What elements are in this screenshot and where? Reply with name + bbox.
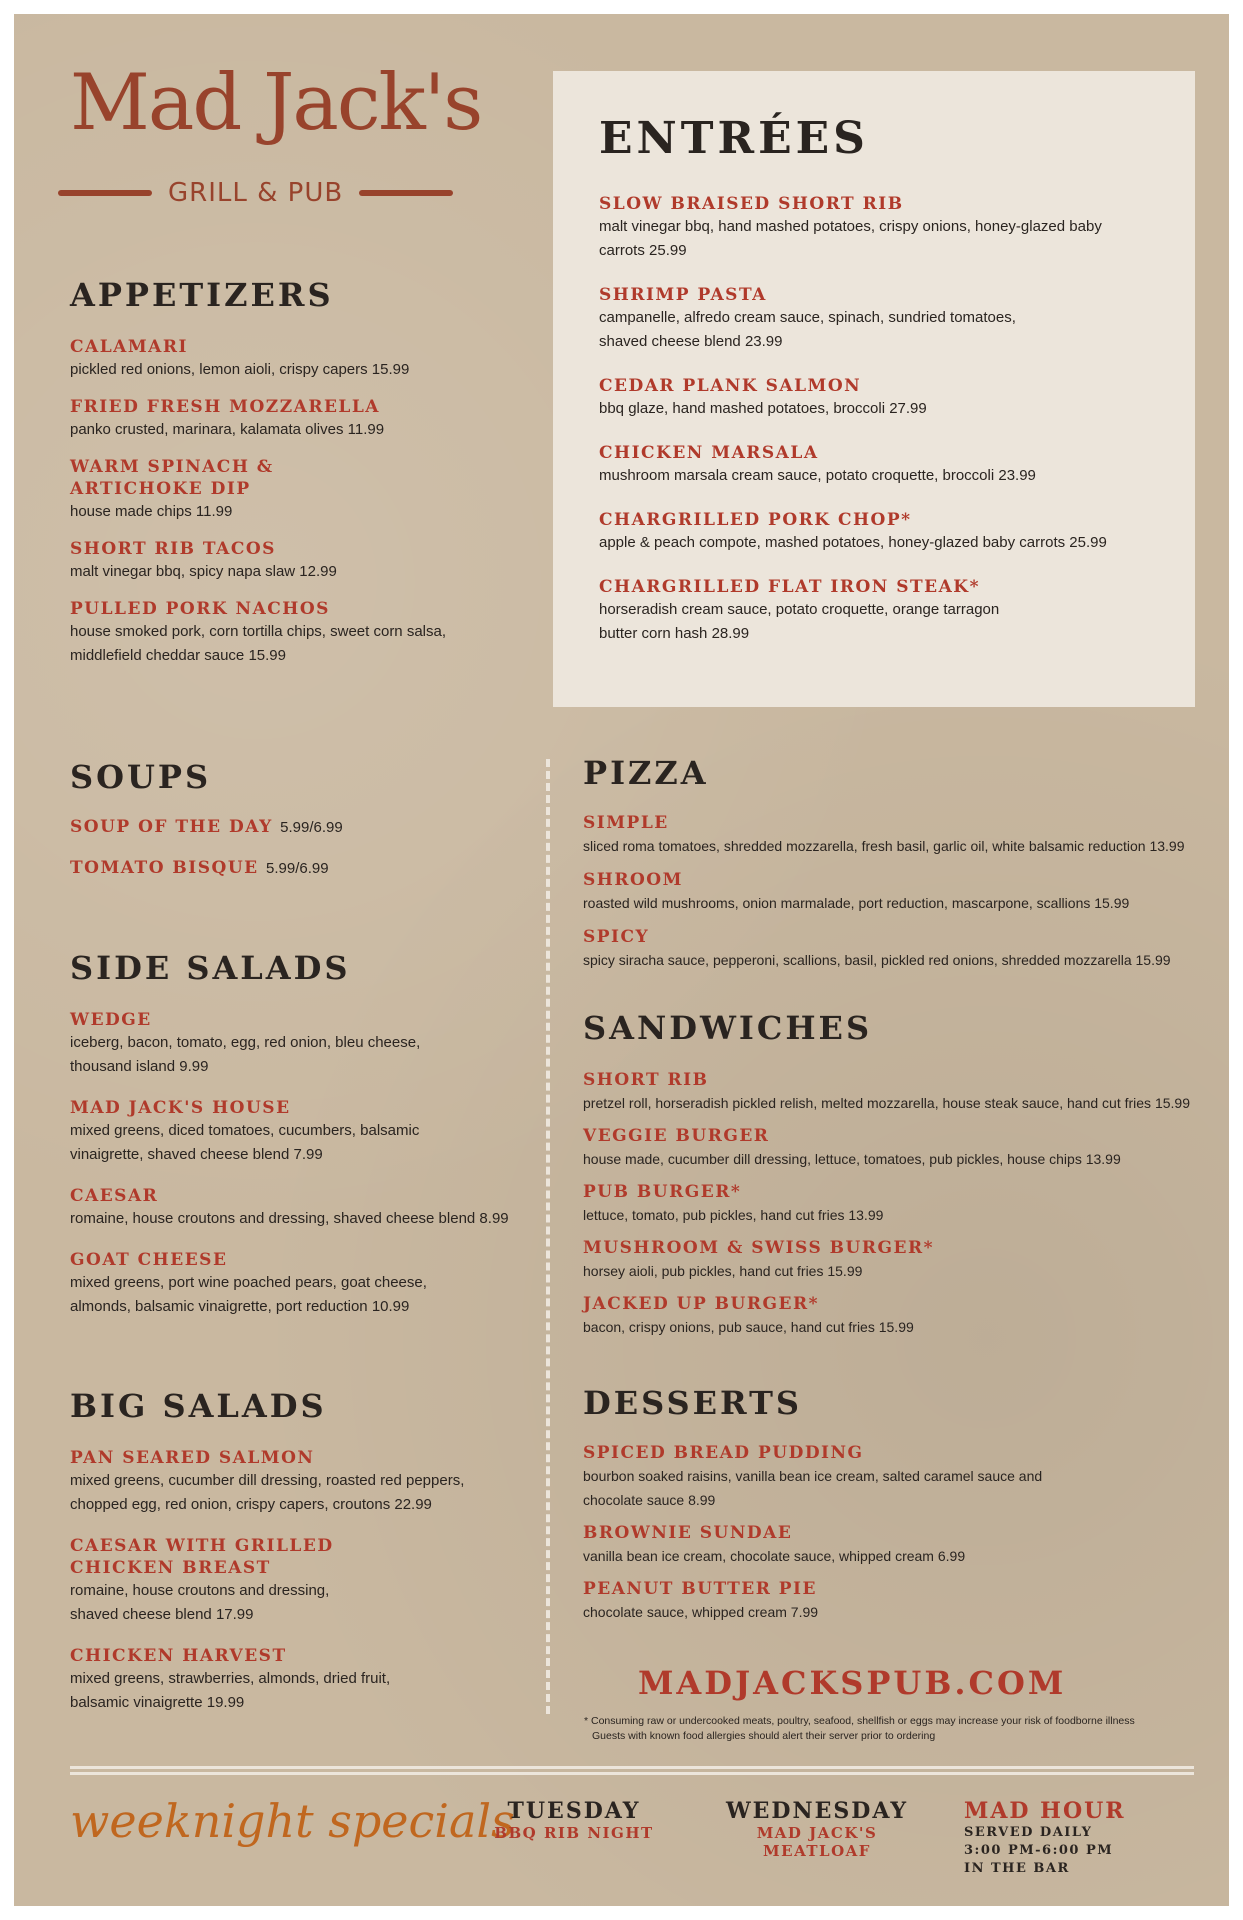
item-desc: mixed greens, strawberries, almonds, dried fruit, balsamic vinaigrette 19.99 [70,1670,391,1711]
pizza-title: PIZZA [583,754,709,792]
item-name: BROWNIE SUNDAE [583,1523,793,1543]
special-wednesday [692,1798,942,1860]
menu-item [583,1442,1223,1512]
entrees-panel [553,71,1195,707]
column-divider [546,759,550,1714]
mad-hour-line: 3:00 PM-6:00 PM [964,1843,1114,1858]
item-desc: mixed greens, diced tomatoes, cucumbers, balsamic vinaigrette, shaved cheese blend 7.99 [70,1122,420,1163]
item-desc: house made chips 11.99 [70,503,233,520]
sandwiches-section [583,1009,1223,1353]
item-name: PAN SEARED SALMON [70,1448,315,1468]
item-name: CHARGRILLED FLAT IRON STEAK* [599,577,980,597]
big-salads-section [70,1387,520,1729]
item-desc: mixed greens, port wine poached pears, goat cheese, almonds, balsamic vinaigrette, port reduction 10.99 [70,1274,427,1315]
item-name: SHORT RIB [583,1070,709,1090]
menu-item [599,509,1159,555]
item-desc: mixed greens, cucumber dill dressing, roasted red peppers, chopped egg, red onion, crispy capers, croutons 22.99 [70,1472,465,1513]
item-desc: spicy siracha sauce, pepperoni, scallions, basil, pickled red onions, shredded mozzarella 15.99 [583,952,1171,968]
special-day: WEDNESDAY [725,1798,909,1824]
soups-title: SOUPS [70,758,212,796]
item-price: 5.99/6.99 [280,819,343,836]
item-desc: iceberg, bacon, tomato, egg, red onion, bleu cheese, thousand island 9.99 [70,1034,421,1075]
item-name: CALAMARI [70,337,188,357]
item-desc: apple & peach compote, mashed potatoes, honey-glazed baby carrots 25.99 [599,534,1107,551]
menu-item [599,284,1159,354]
special-desc: MAD JACK'S MEATLOAF [756,1824,878,1860]
item-name: JACKED UP BURGER* [583,1294,819,1314]
item-name: MUSHROOM & SWISS BURGER* [583,1238,934,1258]
menu-item [70,336,510,382]
menu-item [70,1447,520,1517]
soup-item [70,816,510,839]
menu-item [583,1069,1223,1115]
item-name: VEGGIE BURGER [583,1126,770,1146]
menu-item [583,926,1223,972]
menu-item [583,1293,1223,1339]
desserts-title: DESSERTS [583,1384,802,1422]
appetizers-title: APPETIZERS [70,276,334,314]
item-name: PUB BURGER* [583,1182,742,1202]
item-desc: malt vinegar bbq, hand mashed potatoes, crispy onions, honey-glazed baby carrots 25.99 [599,218,1102,259]
item-name: CAESAR WITH GRILLED CHICKEN BREAST [70,1536,334,1578]
disclaimer [584,1714,1214,1744]
item-name: CHARGRILLED PORK CHOP* [599,510,912,530]
item-desc: horseradish cream sauce, potato croquette, orange tarragon butter corn hash 28.99 [599,601,1000,642]
item-desc: malt vinegar bbq, spicy napa slaw 12.99 [70,563,337,580]
item-desc: bacon, crispy onions, pub sauce, hand cut fries 15.99 [583,1319,914,1335]
item-name: SHRIMP PASTA [599,285,767,305]
special-tuesday [454,1798,694,1842]
logo-rule-right [359,190,453,196]
item-desc: house made, cucumber dill dressing, lettuce, tomatoes, pub pickles, house chips 13.99 [583,1151,1121,1167]
item-name: TOMATO BISQUE [70,858,259,878]
menu-item [70,598,510,668]
item-desc: romaine, house croutons and dressing, shaved cheese blend 8.99 [70,1210,509,1227]
menu-item [599,375,1159,421]
mad-hour-line: IN THE BAR [964,1861,1070,1876]
website-link[interactable]: MADJACKSPUB.COM [638,1664,1067,1702]
mad-hour-line: SERVED DAILY [964,1825,1093,1840]
mad-hour-title: MAD HOUR [964,1798,1126,1824]
pizza-section [583,754,1223,986]
item-desc: bourbon soaked raisins, vanilla bean ice cream, salted caramel sauce and chocolate sauce 8.99 [583,1468,1043,1508]
special-mad-hour [964,1798,1214,1878]
menu-item [70,1535,520,1627]
brand-subtitle: GRILL & PUB [168,178,344,208]
menu-item [599,193,1159,263]
item-name: SOUP OF THE DAY [70,817,273,837]
item-price: 5.99/6.99 [266,860,329,877]
big-salads-title: BIG SALADS [70,1387,327,1425]
appetizers-section [70,276,510,682]
item-desc: bbq glaze, hand mashed potatoes, broccoli 27.99 [599,400,927,417]
disclaimer-line-1: * Consuming raw or undercooked meats, poultry, seafood, shellfish or eggs may increase your risk of foodborne illness [584,1715,1135,1727]
item-name: CHICKEN MARSALA [599,443,819,463]
entrees-list [599,193,1159,660]
menu-item [70,1097,520,1167]
item-name: SHORT RIB TACOS [70,539,276,559]
item-desc: campanelle, alfredo cream sauce, spinach, sundried tomatoes, shaved cheese blend 23.99 [599,309,1016,350]
soup-item [70,857,510,880]
item-name: WEDGE [70,1010,152,1030]
item-name: CEDAR PLANK SALMON [599,376,862,396]
item-desc: vanilla bean ice cream, chocolate sauce, whipped cream 6.99 [583,1548,966,1564]
item-desc: mushroom marsala cream sauce, potato croquette, broccoli 23.99 [599,467,1036,484]
item-desc: panko crusted, marinara, kalamata olives 11.99 [70,421,385,438]
item-desc: chocolate sauce, whipped cream 7.99 [583,1604,819,1620]
item-desc: romaine, house croutons and dressing, shaved cheese blend 17.99 [70,1582,330,1623]
item-name: SPICY [583,927,650,947]
item-desc: lettuce, tomato, pub pickles, hand cut fries 13.99 [583,1207,884,1223]
menu-item [583,1181,1223,1227]
item-name: SIMPLE [583,813,669,833]
item-name: WARM SPINACH & ARTICHOKE DIP [70,457,274,499]
item-desc: house smoked pork, corn tortilla chips, sweet corn salsa, middlefield cheddar sauce 15.99 [70,623,447,664]
item-name: CAESAR [70,1186,159,1206]
menu-item [70,1009,520,1079]
item-name: CHICKEN HARVEST [70,1646,287,1666]
menu-item [70,1249,520,1319]
brand-logo: Mad Jack's [70,58,482,148]
menu-item [583,869,1223,915]
menu-item [583,812,1223,858]
specials-title: weeknight specials [70,1794,515,1848]
menu-item [70,1185,520,1231]
item-name: PULLED PORK NACHOS [70,599,330,619]
item-desc: horsey aioli, pub pickles, hand cut fries 15.99 [583,1263,863,1279]
item-desc: pretzel roll, horseradish pickled relish, melted mozzarella, house steak sauce, hand cut fries 15.99 [583,1095,1190,1111]
item-name: FRIED FRESH MOZZARELLA [70,397,380,417]
item-name: MAD JACK'S HOUSE [70,1098,291,1118]
item-name: PEANUT BUTTER PIE [583,1579,817,1599]
item-desc: sliced roma tomatoes, shredded mozzarella, fresh basil, garlic oil, white balsamic reduction 13.99 [583,838,1185,854]
soups-section [70,758,510,880]
menu-item [583,1578,1223,1624]
menu-item [583,1125,1223,1171]
item-desc: roasted wild mushrooms, onion marmalade, port reduction, mascarpone, scallions 15.99 [583,895,1130,911]
sandwiches-title: SANDWICHES [583,1009,873,1047]
menu-item [583,1237,1223,1283]
menu-item [583,1522,1223,1568]
menu-item [599,442,1159,488]
disclaimer-line-2: Guests with known food allergies should alert their server prior to ordering [592,1730,936,1742]
item-name: SLOW BRAISED SHORT RIB [599,194,904,214]
menu-item [70,396,510,442]
entrees-title: ENTRÉES [599,113,869,164]
side-salads-title: SIDE SALADS [70,949,351,987]
desserts-section [583,1384,1223,1638]
special-desc: BBQ RIB NIGHT [494,1824,654,1842]
brand-subtitle-row [58,178,510,208]
item-name: SPICED BREAD PUDDING [583,1443,864,1463]
menu-page [14,14,1229,1906]
item-name: GOAT CHEESE [70,1250,228,1270]
specials-divider [70,1766,1194,1775]
logo-rule-left [58,190,152,196]
menu-item [599,576,1159,646]
item-desc: pickled red onions, lemon aioli, crispy capers 15.99 [70,361,410,378]
menu-item [70,538,510,584]
item-name: SHROOM [583,870,683,890]
menu-item [70,456,510,524]
special-day: TUESDAY [507,1798,641,1824]
side-salads-section [70,949,520,1333]
menu-item [70,1645,520,1715]
